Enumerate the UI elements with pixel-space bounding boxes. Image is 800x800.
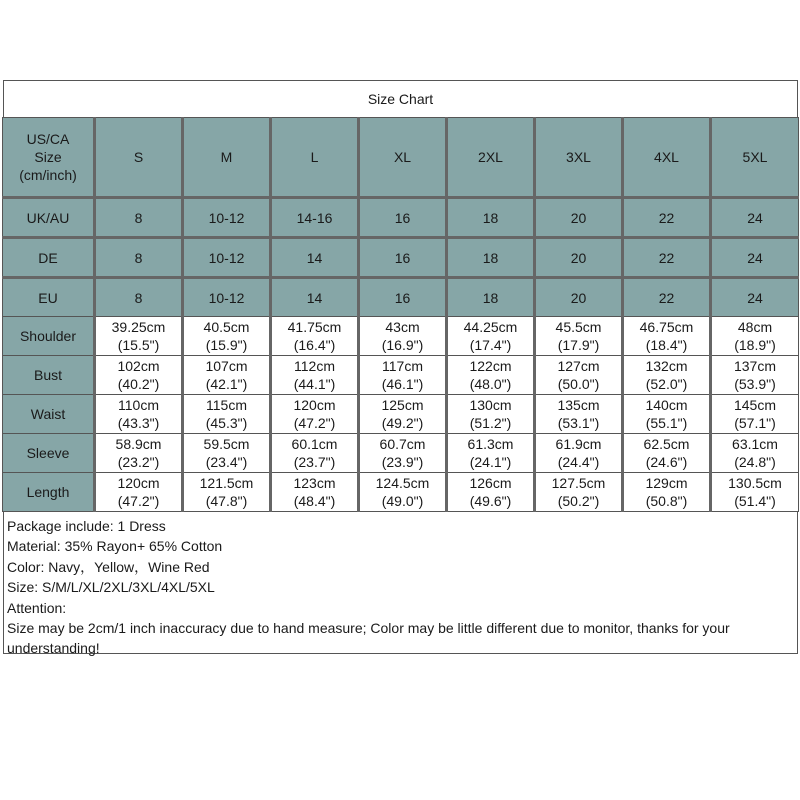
conversion-cell: 14 [271,238,359,278]
cm-value: 117cm [382,358,423,374]
conversion-cell: 24 [711,278,799,317]
cm-value: 59.5cm [203,436,250,452]
inch-value: (16.4") [293,337,336,353]
chart-title: Size Chart [3,80,798,117]
conversion-cell: 18 [447,278,535,317]
measurement-cell [447,356,535,395]
measurement-cell [711,356,799,395]
inch-value: (53.1") [557,415,600,431]
conversion-cell: 10-12 [183,198,271,238]
measurement-cell [271,395,359,434]
conversion-cell: 10-12 [183,238,271,278]
row-label: Length [3,473,95,512]
inch-value: (17.4") [469,337,512,353]
inch-value: (49.2") [381,415,424,431]
inch-value: (24.6") [645,454,688,470]
conversion-cell: 18 [447,238,535,278]
measurement-cell [95,317,183,356]
cm-value: 39.25cm [111,319,166,335]
inch-value: (52.0") [645,376,688,392]
conversion-cell: 18 [447,198,535,238]
cm-value: 45.5cm [555,319,602,335]
size-header-row [3,118,799,198]
measurement-cell [535,473,623,512]
cm-value: 120cm [293,397,336,413]
inch-value: (48.4") [293,493,336,509]
row-label: Shoulder [3,317,95,356]
cm-value: 145cm [733,397,777,413]
inch-value: (47.2") [117,493,160,509]
measurement-cell [271,317,359,356]
conversion-cell: 8 [95,198,183,238]
cm-value: 127cm [557,358,600,374]
cm-value: 46.75cm [639,319,694,335]
measurement-cell [95,434,183,473]
measurement-cell [447,434,535,473]
cm-value: 102cm [117,358,160,374]
inch-value: (15.9") [205,337,248,353]
inch-value: (24.8") [734,454,776,470]
cm-value: 125cm [381,397,424,413]
product-notes [3,512,798,657]
measurement-cell [623,473,711,512]
inch-value: (45.3") [205,415,248,431]
inch-value: (17.9") [557,337,600,353]
cm-value: 61.3cm [467,436,514,452]
cm-value: 40.5cm [203,319,250,335]
cm-value: 60.7cm [379,436,426,452]
note-line: Color: Navy，Yellow，Wine Red [7,558,210,575]
row-label: DE [3,238,95,278]
inch-value: (51.4") [734,493,776,509]
measurement-cell [183,356,271,395]
cm-value: 58.9cm [115,436,162,452]
measurement-cell [711,434,799,473]
cm-value: 62.5cm [643,436,690,452]
corner-header-line: US/CA [26,131,70,147]
cm-value: 126cm [469,475,512,491]
size-header-cell: M [183,118,271,198]
cm-value: 107cm [205,358,248,374]
cm-value: 132cm [645,358,688,374]
cm-value: 110cm [118,397,159,413]
inch-value: (48.0") [469,376,512,392]
measurement-cell [271,434,359,473]
conversion-cell: 24 [711,238,799,278]
inch-value: (51.2") [469,415,512,431]
conversion-cell: 16 [359,198,447,238]
cm-value: 127.5cm [551,475,606,491]
measurement-row [3,356,799,395]
measurement-row [3,317,799,356]
measurement-row [3,473,799,512]
size-header-cell: XL [359,118,447,198]
conversion-cell: 8 [95,238,183,278]
cm-value: 130cm [469,397,512,413]
cm-value: 130.5cm [728,475,782,491]
cm-value: 41.75cm [287,319,342,335]
conversion-cell: 8 [95,278,183,317]
cm-value: 44.25cm [463,319,518,335]
inch-value: (18.9") [734,337,776,353]
inch-value: (15.5") [117,337,160,353]
size-header-cell: 5XL [711,118,799,198]
conversion-cell: 22 [623,278,711,317]
conversion-cell: 14-16 [271,198,359,238]
measurement-cell [359,395,447,434]
measurement-row [3,395,799,434]
conversion-cell: 16 [359,278,447,317]
inch-value: (24.1") [469,454,512,470]
inch-value: (23.2") [117,454,160,470]
measurement-cell [623,395,711,434]
note-line: Size: S/M/L/XL/2XL/3XL/4XL/5XL [7,579,215,596]
inch-value: (49.6") [469,493,512,509]
cm-value: 60.1cm [291,436,338,452]
cm-value: 120cm [117,475,160,491]
size-header-cell: 3XL [535,118,623,198]
conversion-row [3,238,799,278]
cm-value: 140cm [645,397,688,413]
inch-value: (50.2") [557,493,600,509]
conversion-cell: 16 [359,238,447,278]
inch-value: (44.1") [293,376,336,392]
measurement-cell [711,317,799,356]
row-label: UK/AU [3,198,95,238]
measurement-cell [95,356,183,395]
size-header-cell: 2XL [447,118,535,198]
conversion-row [3,278,799,317]
conversion-cell: 20 [535,278,623,317]
conversion-cell: 24 [711,198,799,238]
inch-value: (24.4") [557,454,600,470]
measurement-cell [271,356,359,395]
size-table [2,117,799,512]
measurement-cell [183,317,271,356]
inch-value: (55.1") [645,415,688,431]
measurement-cell [535,317,623,356]
cm-value: 129cm [645,475,688,491]
measurement-cell [623,317,711,356]
cm-value: 48cm [737,319,773,335]
inch-value: (50.8") [645,493,688,509]
corner-header-line: (cm/inch) [19,167,77,183]
measurement-cell [623,434,711,473]
cm-value: 112cm [294,358,335,374]
measurement-cell [447,473,535,512]
inch-value: (40.2") [117,376,160,392]
conversion-row [3,198,799,238]
cm-value: 124.5cm [375,475,430,491]
conversion-cell: 20 [535,198,623,238]
note-line: Size may be 2cm/1 inch inaccuracy due to hand measure; Color may be little different due to monitor, thanks for your understanding! [7,620,730,657]
measurement-cell [535,356,623,395]
cm-value: 115cm [206,397,247,413]
note-line: Package include: 1 Dress [7,518,166,534]
inch-value: (50.0") [557,376,600,392]
inch-value: (49.0") [381,493,424,509]
inch-value: (43.3") [117,415,160,431]
conversion-cell: 10-12 [183,278,271,317]
cm-value: 61.9cm [555,436,602,452]
row-label: EU [3,278,95,317]
measurement-cell [359,434,447,473]
measurement-cell [447,317,535,356]
measurement-cell [183,473,271,512]
corner-header [3,118,95,198]
cm-value: 63.1cm [732,436,778,452]
conversion-cell: 22 [623,198,711,238]
measurement-cell [95,473,183,512]
inch-value: (23.9") [381,454,424,470]
size-header-cell: S [95,118,183,198]
inch-value: (18.4") [645,337,688,353]
measurement-cell [271,473,359,512]
cm-value: 122cm [469,358,512,374]
measurement-cell [535,395,623,434]
measurement-cell [711,473,799,512]
cm-value: 137cm [733,358,777,374]
note-line: Attention: [7,599,67,616]
inch-value: (53.9") [734,376,776,392]
conversion-cell: 22 [623,238,711,278]
inch-value: (47.8") [205,493,248,509]
conversion-cell: 14 [271,278,359,317]
measurement-row [3,434,799,473]
measurement-cell [359,473,447,512]
row-label: Waist [3,395,95,434]
note-line: Material: 35% Rayon+ 65% Cotton [7,538,223,555]
measurement-cell [95,395,183,434]
size-header-cell: 4XL [623,118,711,198]
measurement-cell [623,356,711,395]
size-chart [2,80,798,657]
measurement-cell [711,395,799,434]
cm-value: 121.5cm [199,475,254,491]
measurement-cell [535,434,623,473]
inch-value: (47.2") [293,415,336,431]
conversion-cell: 20 [535,238,623,278]
measurement-cell [183,434,271,473]
inch-value: (42.1") [205,376,248,392]
measurement-cell [359,317,447,356]
corner-header-line: Size [34,149,62,165]
measurement-cell [359,356,447,395]
row-label: Sleeve [3,434,95,473]
measurement-cell [183,395,271,434]
inch-value: (16.9") [381,337,424,353]
inch-value: (46.1") [381,376,424,392]
size-header-cell: L [271,118,359,198]
inch-value: (23.7") [293,454,336,470]
row-label: Bust [3,356,95,395]
measurement-cell [447,395,535,434]
cm-value: 43cm [385,319,420,335]
cm-value: 123cm [293,475,336,491]
inch-value: (23.4") [205,454,248,470]
cm-value: 135cm [557,397,600,413]
inch-value: (57.1") [734,415,776,431]
